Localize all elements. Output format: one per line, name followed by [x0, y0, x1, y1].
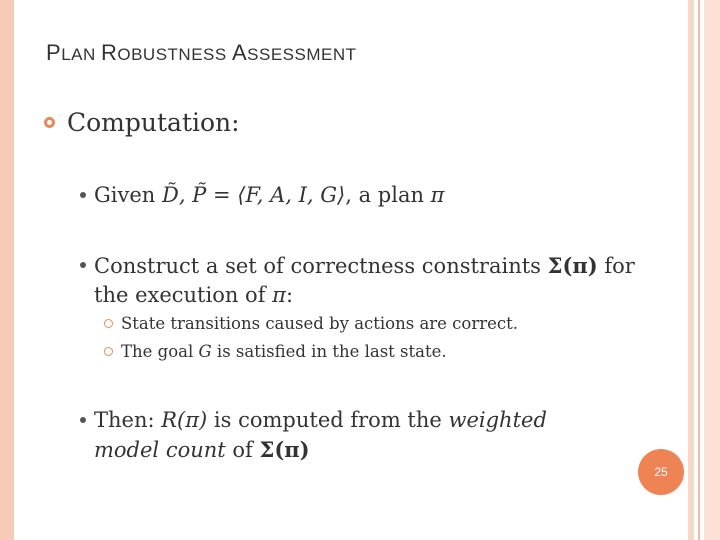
- left-decorative-rail: [0, 0, 14, 540]
- subbullet-goal: The goal G is satisfied in the last state.: [104, 342, 447, 361]
- bullet-construct: Construct a set of correctness constraints Σ(π) for the execution of π:: [80, 251, 635, 310]
- ring-bullet-icon: [104, 347, 113, 356]
- bullet-dot-icon: [80, 262, 86, 268]
- right-decorative-line: [698, 0, 700, 540]
- bullet-given: Given D̃, P̃ = ⟨F, A, I, G⟩, a plan π: [80, 181, 444, 210]
- slide-title: PLAN ROBUSTNESS ASSESSMENT: [46, 40, 357, 65]
- bullet-dot-icon: [80, 417, 86, 423]
- right-decorative-rail: [688, 0, 694, 540]
- page-number-badge: 25: [638, 449, 684, 495]
- heading-text: Computation:: [67, 108, 240, 137]
- bullet-dot-icon: [80, 192, 86, 198]
- computation-heading: [44, 108, 240, 137]
- subbullet-transitions: State transitions caused by actions are correct.: [104, 314, 518, 333]
- right-decorative-band: [704, 0, 720, 540]
- ring-bullet-icon: [44, 117, 55, 128]
- ring-bullet-icon: [104, 319, 113, 328]
- bullet-then: Then: R(π) is computed from the weighted model count of Σ(π): [80, 406, 547, 465]
